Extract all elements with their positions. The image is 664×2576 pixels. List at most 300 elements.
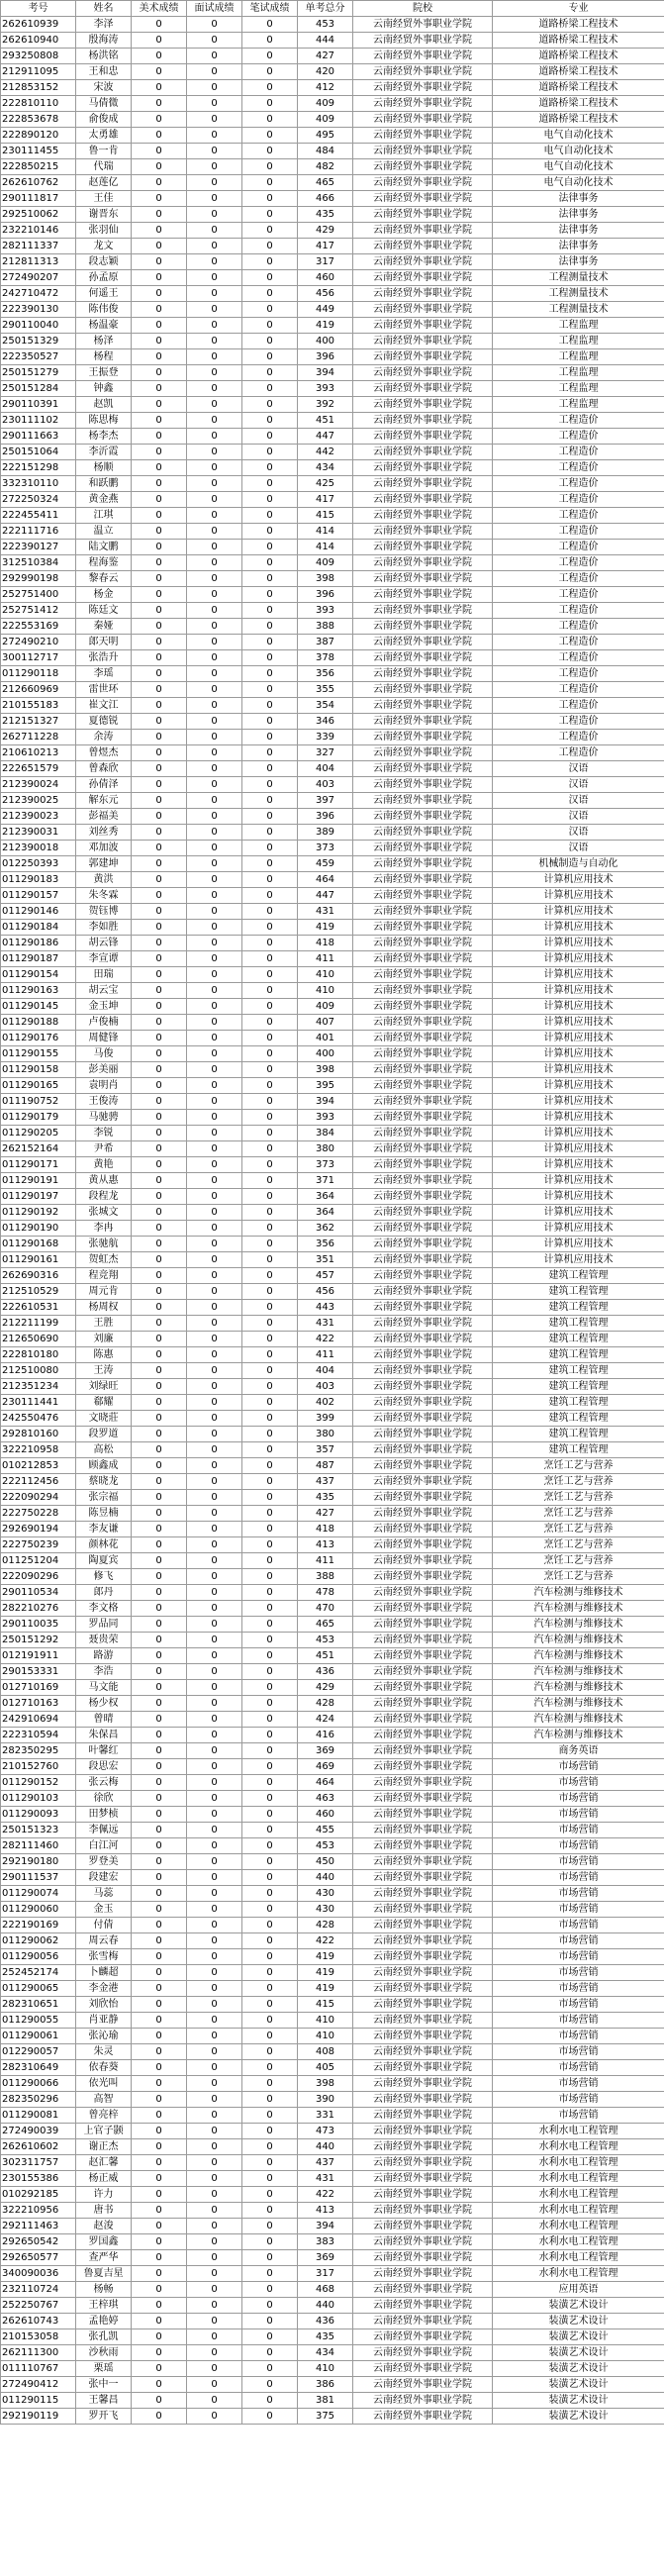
cell-written-score: 0 [242,2409,298,2425]
cell-name: 王梓琪 [76,2298,132,2314]
table-row [1,1141,664,1157]
cell-major: 市场营销 [493,1918,664,1933]
cell-total-score: 398 [298,1062,353,1078]
cell-exam-no: 293250808 [1,49,76,64]
cell-total-score: 414 [298,524,353,540]
table-row [1,1379,664,1395]
cell-exam-no: 250151292 [1,1633,76,1648]
cell-total-score: 442 [298,445,353,460]
cell-written-score: 0 [242,1838,298,1854]
cell-exam-no: 222190169 [1,1918,76,1933]
cell-interview-score: 0 [187,1886,242,1902]
cell-interview-score: 0 [187,2409,242,2425]
cell-interview-score: 0 [187,1490,242,1506]
cell-name: 孙孟原 [76,270,132,286]
cell-total-score: 434 [298,2345,353,2361]
cell-interview-score: 0 [187,1807,242,1823]
cell-school: 云南经贸外事职业学院 [353,571,493,587]
cell-exam-no: 012290057 [1,2044,76,2060]
cell-art-score: 0 [132,64,187,80]
cell-total-score: 402 [298,1395,353,1411]
cell-art-score: 0 [132,2377,187,2393]
cell-exam-no: 011290190 [1,1221,76,1237]
table-row [1,540,664,555]
cell-interview-score: 0 [187,2282,242,2298]
cell-art-score: 0 [132,2361,187,2377]
header-school: 院校 [353,1,493,17]
cell-total-score: 414 [298,540,353,555]
table-row [1,777,664,793]
cell-school: 云南经贸外事职业学院 [353,1094,493,1110]
table-row [1,381,664,397]
cell-art-score: 0 [132,1696,187,1712]
table-row [1,1537,664,1553]
cell-interview-score: 0 [187,540,242,555]
cell-school: 云南经贸外事职业学院 [353,2124,493,2139]
table-row [1,191,664,207]
cell-interview-score: 0 [187,920,242,936]
cell-interview-score: 0 [187,2298,242,2314]
cell-exam-no: 011290192 [1,1205,76,1221]
cell-name: 罗国鑫 [76,2234,132,2250]
cell-school: 云南经贸外事职业学院 [353,1648,493,1664]
cell-art-score: 0 [132,745,187,761]
cell-written-score: 0 [242,1221,298,1237]
cell-exam-no: 011290205 [1,1126,76,1141]
cell-major: 工程造价 [493,635,664,650]
cell-total-score: 390 [298,2092,353,2108]
cell-school: 云南经贸外事职业学院 [353,2298,493,2314]
cell-art-score: 0 [132,999,187,1015]
cell-exam-no: 212650690 [1,1332,76,1347]
cell-total-score: 393 [298,381,353,397]
cell-total-score: 460 [298,1807,353,1823]
header-major: 专业 [493,1,664,17]
cell-interview-score: 0 [187,413,242,429]
cell-total-score: 400 [298,1046,353,1062]
cell-school: 云南经贸外事职业学院 [353,1252,493,1268]
cell-interview-score: 0 [187,2171,242,2187]
cell-total-score: 410 [298,2013,353,2029]
cell-interview-score: 0 [187,460,242,476]
cell-school: 云南经贸外事职业学院 [353,1537,493,1553]
cell-name: 杨畅 [76,2282,132,2298]
table-row [1,270,664,286]
cell-art-score: 0 [132,555,187,571]
cell-name: 王和忠 [76,64,132,80]
cell-written-score: 0 [242,1585,298,1601]
cell-school: 云南经贸外事职业学院 [353,1284,493,1300]
cell-total-score: 388 [298,619,353,635]
cell-exam-no: 292650542 [1,2234,76,2250]
cell-name: 代瑞 [76,159,132,175]
cell-art-score: 0 [132,1728,187,1743]
cell-total-score: 424 [298,1712,353,1728]
cell-art-score: 0 [132,983,187,999]
cell-school: 云南经贸外事职业学院 [353,2219,493,2234]
cell-major: 装潢艺术设计 [493,2345,664,2361]
cell-written-score: 0 [242,872,298,888]
cell-name: 崔文江 [76,698,132,714]
cell-name: 郗耀 [76,1395,132,1411]
cell-major: 烹饪工艺与营养 [493,1474,664,1490]
cell-exam-no: 292810160 [1,1427,76,1442]
cell-major: 市场营销 [493,1775,664,1791]
cell-name: 修飞 [76,1569,132,1585]
table-row [1,64,664,80]
cell-interview-score: 0 [187,619,242,635]
cell-name: 鲁夏吉星 [76,2266,132,2282]
table-row [1,1221,664,1237]
cell-art-score: 0 [132,2187,187,2203]
cell-written-score: 0 [242,619,298,635]
cell-name: 王胜 [76,1316,132,1332]
cell-interview-score: 0 [187,1537,242,1553]
cell-written-score: 0 [242,1268,298,1284]
cell-exam-no: 222890120 [1,128,76,144]
cell-written-score: 0 [242,1918,298,1933]
cell-name: 张沁瑜 [76,2029,132,2044]
cell-school: 云南经贸外事职业学院 [353,2139,493,2155]
cell-school: 云南经贸外事职业学院 [353,1427,493,1442]
cell-art-score: 0 [132,1807,187,1823]
cell-major: 水利水电工程管理 [493,2219,664,2234]
cell-total-score: 473 [298,2124,353,2139]
cell-interview-score: 0 [187,2139,242,2155]
cell-major: 市场营销 [493,1791,664,1807]
cell-school: 云南经贸外事职业学院 [353,2409,493,2425]
cell-exam-no: 012250393 [1,856,76,872]
cell-interview-score: 0 [187,1601,242,1617]
cell-total-score: 373 [298,841,353,856]
cell-written-score: 0 [242,1902,298,1918]
table-row [1,429,664,445]
cell-major: 工程造价 [493,429,664,445]
cell-school: 云南经贸外事职业学院 [353,1870,493,1886]
cell-art-score: 0 [132,698,187,714]
cell-major: 市场营销 [493,1886,664,1902]
cell-school: 云南经贸外事职业学院 [353,1569,493,1585]
cell-written-score: 0 [242,460,298,476]
cell-school: 云南经贸外事职业学院 [353,1205,493,1221]
cell-exam-no: 272490412 [1,2377,76,2393]
cell-exam-no: 011290171 [1,1157,76,1173]
cell-written-score: 0 [242,714,298,730]
cell-school: 云南经贸外事职业学院 [353,1997,493,2013]
cell-written-score: 0 [242,1617,298,1633]
cell-art-score: 0 [132,1680,187,1696]
cell-total-score: 449 [298,302,353,318]
cell-school: 云南经贸外事职业学院 [353,872,493,888]
cell-art-score: 0 [132,254,187,270]
cell-name: 徐欣 [76,1791,132,1807]
cell-major: 水利水电工程管理 [493,2203,664,2219]
cell-school: 云南经贸外事职业学院 [353,381,493,397]
cell-art-score: 0 [132,1094,187,1110]
cell-art-score: 0 [132,2171,187,2187]
cell-school: 云南经贸外事职业学院 [353,397,493,413]
cell-major: 计算机应用技术 [493,872,664,888]
cell-art-score: 0 [132,730,187,745]
cell-art-score: 0 [132,1965,187,1981]
table-row [1,1775,664,1791]
table-row [1,413,664,429]
cell-art-score: 0 [132,888,187,904]
cell-written-score: 0 [242,793,298,809]
cell-total-score: 395 [298,1078,353,1094]
cell-name: 李如胜 [76,920,132,936]
cell-written-score: 0 [242,1427,298,1442]
cell-school: 云南经贸外事职业学院 [353,1949,493,1965]
cell-interview-score: 0 [187,999,242,1015]
cell-major: 装潢艺术设计 [493,2409,664,2425]
cell-major: 计算机应用技术 [493,1189,664,1205]
cell-total-score: 422 [298,2187,353,2203]
cell-major: 法律事务 [493,191,664,207]
table-row [1,508,664,524]
cell-major: 工程造价 [493,476,664,492]
cell-major: 电气自动化技术 [493,159,664,175]
cell-exam-no: 312510384 [1,555,76,571]
cell-school: 云南经贸外事职业学院 [353,1126,493,1141]
table-row [1,1300,664,1316]
cell-name: 朱灵 [76,2044,132,2060]
cell-interview-score: 0 [187,524,242,540]
cell-name: 邓加波 [76,841,132,856]
cell-written-score: 0 [242,476,298,492]
cell-art-score: 0 [132,492,187,508]
cell-name: 聂贵荣 [76,1633,132,1648]
cell-school: 云南经贸外事职业学院 [353,2377,493,2393]
cell-school: 云南经贸外事职业学院 [353,619,493,635]
cell-interview-score: 0 [187,904,242,920]
cell-major: 市场营销 [493,1981,664,1997]
cell-exam-no: 242550476 [1,1411,76,1427]
cell-major: 烹饪工艺与营养 [493,1522,664,1537]
cell-art-score: 0 [132,761,187,777]
table-row [1,2314,664,2329]
cell-written-score: 0 [242,2124,298,2139]
cell-art-score: 0 [132,872,187,888]
table-row [1,254,664,270]
cell-exam-no: 232210146 [1,223,76,239]
cell-school: 云南经贸外事职业学院 [353,2234,493,2250]
cell-art-score: 0 [132,1332,187,1347]
cell-school: 云南经贸外事职业学院 [353,1411,493,1427]
cell-exam-no: 011290103 [1,1791,76,1807]
table-row [1,1902,664,1918]
cell-name: 太勇雄 [76,128,132,144]
cell-exam-no: 292111463 [1,2219,76,2234]
cell-name: 查严华 [76,2250,132,2266]
cell-exam-no: 210153058 [1,2329,76,2345]
cell-written-score: 0 [242,80,298,96]
cell-interview-score: 0 [187,1379,242,1395]
cell-written-score: 0 [242,397,298,413]
cell-name: 王佳 [76,191,132,207]
cell-exam-no: 250151279 [1,365,76,381]
cell-written-score: 0 [242,175,298,191]
table-row [1,2108,664,2124]
cell-major: 计算机应用技术 [493,1157,664,1173]
table-row [1,698,664,714]
table-row [1,223,664,239]
cell-exam-no: 292510062 [1,207,76,223]
cell-name: 黄洪 [76,872,132,888]
cell-school: 云南经贸外事职业学院 [353,508,493,524]
cell-name: 刘丝秀 [76,825,132,841]
cell-exam-no: 222810110 [1,96,76,112]
table-row [1,1633,664,1648]
cell-name: 胡云宝 [76,983,132,999]
cell-interview-score: 0 [187,698,242,714]
cell-art-score: 0 [132,2060,187,2076]
cell-major: 市场营销 [493,2108,664,2124]
cell-written-score: 0 [242,1981,298,1997]
cell-exam-no: 011290060 [1,1902,76,1918]
cell-interview-score: 0 [187,1458,242,1474]
cell-total-score: 437 [298,1474,353,1490]
cell-school: 云南经贸外事职业学院 [353,33,493,49]
cell-written-score: 0 [242,1284,298,1300]
cell-exam-no: 212390025 [1,793,76,809]
cell-major: 装潢艺术设计 [493,2298,664,2314]
cell-written-score: 0 [242,1442,298,1458]
cell-exam-no: 290110035 [1,1617,76,1633]
cell-interview-score: 0 [187,159,242,175]
cell-art-score: 0 [132,1870,187,1886]
cell-written-score: 0 [242,1949,298,1965]
cell-total-score: 431 [298,904,353,920]
table-row [1,714,664,730]
cell-name: 金玉坤 [76,999,132,1015]
cell-major: 应用英语 [493,2282,664,2298]
cell-exam-no: 011290093 [1,1807,76,1823]
cell-written-score: 0 [242,761,298,777]
table-row [1,1823,664,1838]
cell-art-score: 0 [132,1490,187,1506]
cell-school: 云南经贸外事职业学院 [353,1854,493,1870]
cell-interview-score: 0 [187,2187,242,2203]
cell-major: 计算机应用技术 [493,1110,664,1126]
cell-exam-no: 222112456 [1,1474,76,1490]
cell-major: 工程造价 [493,666,664,682]
cell-school: 云南经贸外事职业学院 [353,650,493,666]
cell-written-score: 0 [242,2377,298,2393]
cell-name: 陶夏宾 [76,1553,132,1569]
cell-written-score: 0 [242,1157,298,1173]
cell-total-score: 409 [298,112,353,128]
cell-total-score: 435 [298,207,353,223]
cell-school: 云南经贸外事职业学院 [353,270,493,286]
cell-school: 云南经贸外事职业学院 [353,2393,493,2409]
cell-written-score: 0 [242,1252,298,1268]
cell-exam-no: 262152164 [1,1141,76,1157]
cell-name: 路游 [76,1648,132,1664]
cell-written-score: 0 [242,571,298,587]
cell-name: 张孔凯 [76,2329,132,2345]
cell-school: 云南经贸外事职业学院 [353,2203,493,2219]
cell-interview-score: 0 [187,223,242,239]
cell-interview-score: 0 [187,2076,242,2092]
cell-exam-no: 011290187 [1,951,76,967]
cell-total-score: 327 [298,745,353,761]
cell-exam-no: 252250767 [1,2298,76,2314]
cell-art-score: 0 [132,429,187,445]
cell-major: 计算机应用技术 [493,904,664,920]
cell-name: 依光叫 [76,2076,132,2092]
cell-major: 建筑工程管理 [493,1284,664,1300]
cell-school: 云南经贸外事职业学院 [353,2361,493,2377]
cell-exam-no: 222390130 [1,302,76,318]
cell-exam-no: 292190119 [1,2409,76,2425]
table-row [1,1173,664,1189]
table-row [1,555,664,571]
cell-art-score: 0 [132,1237,187,1252]
table-row [1,1078,664,1094]
cell-school: 云南经贸外事职业学院 [353,936,493,951]
cell-interview-score: 0 [187,682,242,698]
cell-exam-no: 012710169 [1,1680,76,1696]
table-row [1,967,664,983]
table-row [1,2409,664,2425]
cell-art-score: 0 [132,349,187,365]
cell-school: 云南经贸外事职业学院 [353,1728,493,1743]
cell-name: 夏德锐 [76,714,132,730]
cell-exam-no: 011290158 [1,1062,76,1078]
cell-art-score: 0 [132,112,187,128]
cell-interview-score: 0 [187,2092,242,2108]
cell-interview-score: 0 [187,64,242,80]
cell-total-score: 317 [298,254,353,270]
cell-total-score: 464 [298,1775,353,1791]
cell-interview-score: 0 [187,714,242,730]
cell-major: 汉语 [493,777,664,793]
cell-art-score: 0 [132,381,187,397]
cell-total-score: 487 [298,1458,353,1474]
cell-total-score: 357 [298,1442,353,1458]
header-art-score: 美术成绩 [132,1,187,17]
cell-school: 云南经贸外事职业学院 [353,2345,493,2361]
cell-major: 工程造价 [493,714,664,730]
cell-art-score: 0 [132,1585,187,1601]
table-row [1,1110,664,1126]
cell-interview-score: 0 [187,951,242,967]
cell-school: 云南经贸外事职业学院 [353,1189,493,1205]
table-row [1,1474,664,1490]
cell-major: 建筑工程管理 [493,1427,664,1442]
cell-school: 云南经贸外事职业学院 [353,1965,493,1981]
table-row [1,2044,664,2060]
cell-interview-score: 0 [187,2314,242,2329]
cell-interview-score: 0 [187,1569,242,1585]
cell-written-score: 0 [242,2314,298,2329]
cell-art-score: 0 [132,650,187,666]
cell-exam-no: 212911095 [1,64,76,80]
cell-major: 计算机应用技术 [493,1173,664,1189]
cell-major: 计算机应用技术 [493,1094,664,1110]
cell-art-score: 0 [132,1775,187,1791]
cell-art-score: 0 [132,1886,187,1902]
cell-interview-score: 0 [187,793,242,809]
cell-name: 贺虹杰 [76,1252,132,1268]
cell-total-score: 482 [298,159,353,175]
cell-total-score: 389 [298,825,353,841]
cell-exam-no: 011290163 [1,983,76,999]
table-row [1,2377,664,2393]
cell-interview-score: 0 [187,2155,242,2171]
cell-art-score: 0 [132,1759,187,1775]
